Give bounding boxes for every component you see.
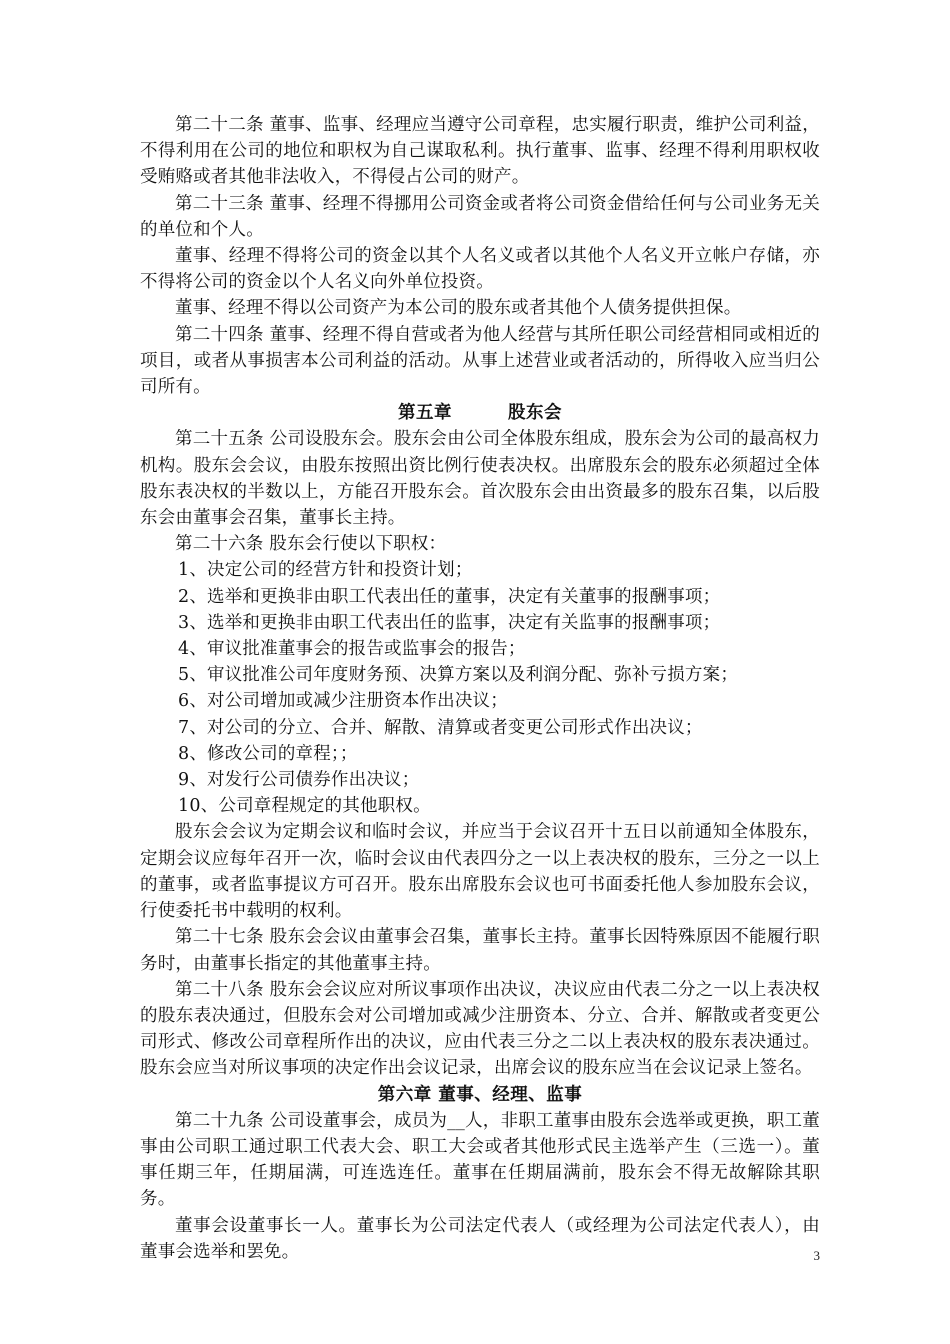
article-22: 第二十二条 董事、监事、经理应当遵守公司章程，忠实履行职责，维护公司利益，不得利用在公司的地位和职权为自己谋取私利。执行董事、监事、经理不得利用职权收受贿赂或者其他非法收入，不得侵占公司的财产。 xyxy=(140,115,820,188)
article-23-clause-3: 董事、经理不得以公司资产为本公司的股东或者其他个人债务提供担保。 xyxy=(175,298,742,319)
article-23-clause-2: 董事、经理不得将公司的资金以其个人名义或者以其他个人名义开立帐户存储，亦不得将公司的资金以个人名义向外单位投资。 xyxy=(140,246,820,293)
chapter-5-heading xyxy=(140,400,820,426)
list-item: 4、审议批准董事会的报告或监事会的报告； xyxy=(178,639,526,660)
list-item: 8、修改公司的章程；； xyxy=(178,743,358,764)
article-24: 第二十四条 董事、经理不得自营或者为他人经营与其所任职公司经营相同或相近的项目，或者从事损害本公司利益的活动。从事上述营业或者活动的，所得收入应当归公司所有。 xyxy=(140,324,820,398)
chapter-5-title: 股东会 xyxy=(508,403,562,424)
list-item: 10、公司章程规定的其他职权。 xyxy=(178,796,431,817)
article-27: 第二十七条 股东会会议由董事会召集，董事长主持。董事长因特殊原因不能履行职务时，由董事长指定的其他董事主持。 xyxy=(140,927,820,974)
list-item: 5、审议批准公司年度财务预、决算方案以及利润分配、弥补亏损方案； xyxy=(178,665,739,686)
article-28: 第二十八条 股东会会议应对所议事项作出决议，决议应由代表二分之一以上表决权的股东表决通过，但股东会对公司增加或减少注册资本、分立、合并、解散或者变更公司形式、修改公司章程所作出的决议，应由代表三分之二以上表决权的股东表决通过。股东会应当对所议事项的决定作出会议记录，出席会议的股东应当在会议记录上签名。 xyxy=(140,979,820,1079)
list-item: 1、决定公司的经营方针和投资计划； xyxy=(178,560,473,581)
article-25: 第二十五条 公司设股东会。股东会由公司全体股东组成，股东会为公司的最高权力机构。股东会会议，由股东按照出资比例行使表决权。出席股东会的股东必须超过全体股东表决权的半数以上，方能召开股东会。首次股东会由出资最多的股东召集，以后股东会由董事会召集，董事长主持。 xyxy=(140,429,820,529)
article-29: 第二十九条 公司设董事会，成员为__人，非职工董事由股东会选举或更换，职工董事由公司职工通过职工代表大会、职工大会或者其他形式民主选举产生（三选一）。董事任期三年，任期届满，可连选连任。董事在任期届满前，股东会不得无故解除其职务。 xyxy=(140,1110,820,1210)
list-item: 6、对公司增加或减少注册资本作出决议； xyxy=(178,691,508,712)
article-26: 第二十六条 股东会行使以下职权： xyxy=(175,534,447,555)
chapter-6-heading: 第六章 董事、经理、监事 xyxy=(377,1084,583,1105)
list-item: 3、选举和更换非由职工代表出任的监事，决定有关监事的报酬事项； xyxy=(178,612,721,633)
page-body xyxy=(140,112,820,1265)
chairman-paragraph: 董事会设董事长一人。董事长为公司法定代表人（或经理为公司法定代表人），由董事会选举和罢免。 xyxy=(140,1215,820,1262)
page-number: 3 xyxy=(813,1248,820,1263)
chapter-5-number: 第五章 xyxy=(398,403,452,424)
list-item: 9、对发行公司债券作出决议； xyxy=(178,770,420,791)
meeting-paragraph: 股东会会议为定期会议和临时会议，并应当于会议召开十五日以前通知全体股东，定期会议应每年召开一次，临时会议由代表四分之一以上表决权的股东，三分之一以上的董事，或者监事提议方可召开。股东出席股东会议也可书面委托他人参加股东会议，行使委托书中载明的权利。 xyxy=(140,822,820,922)
list-item: 7、对公司的分立、合并、解散、清算或者变更公司形式作出决议； xyxy=(178,717,703,738)
article-23: 第二十三条 董事、经理不得挪用公司资金或者将公司资金借给任何与公司业务无关的单位和个人。 xyxy=(140,193,820,240)
list-item: 2、选举和更换非由职工代表出任的董事，决定有关董事的报酬事项； xyxy=(178,586,721,607)
